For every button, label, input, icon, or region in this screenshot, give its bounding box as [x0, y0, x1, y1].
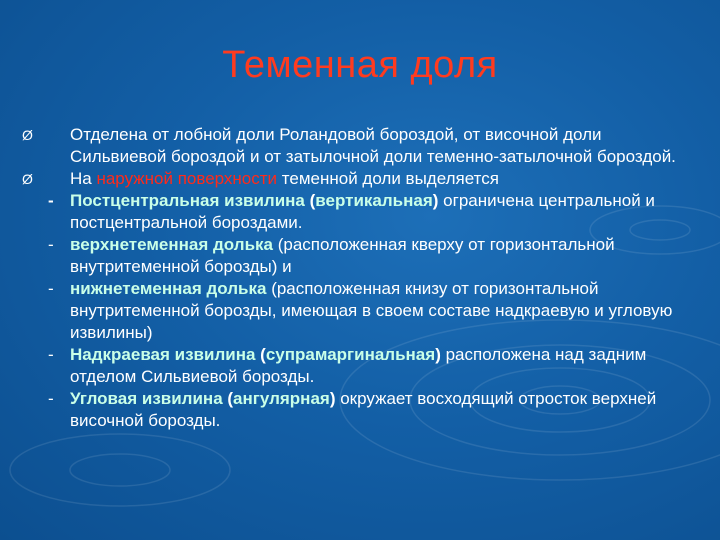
- qualifier: ангулярная: [233, 389, 330, 408]
- term: Постцентральная извилина: [70, 191, 305, 210]
- dash-marker: -: [48, 279, 54, 298]
- highlight-text: наружной поверхности: [96, 169, 278, 188]
- bullet-text-start: На: [70, 169, 97, 188]
- slide-body: [22, 124, 698, 432]
- description: окружает восходящий отросток верхней височной борозды.: [70, 389, 657, 430]
- paren-open: (: [304, 191, 316, 210]
- term: верхнетеменная долька: [70, 235, 273, 254]
- description: расположена над задним отделом Сильвиевой борозды.: [70, 345, 647, 386]
- term: нижнетеменная долька: [70, 279, 267, 298]
- bullet-text: Отделена от лобной доли Роландовой бороздой, от височной доли Сильвиевой бороздой и от затылочной доли теменно-затылочной бороздой.: [70, 125, 676, 166]
- bullet-paragraph: [22, 168, 698, 190]
- list-item: [22, 190, 698, 234]
- paren-close: ): [329, 389, 336, 408]
- description: (расположенная кверху от горизонтальной внутритеменной борозды) и: [70, 235, 615, 276]
- bullet-paragraph: [22, 124, 698, 168]
- paren-close: ): [432, 191, 439, 210]
- dash-marker: -: [48, 389, 54, 408]
- dash-marker: -: [48, 235, 54, 254]
- paren-open: (: [255, 345, 266, 364]
- slide-title: Теменная доля: [222, 44, 498, 86]
- dash-marker: -: [48, 345, 54, 364]
- paren-close: ): [435, 345, 441, 364]
- description: ограничена центральной и постцентральной бороздами.: [70, 191, 655, 232]
- list-item: [22, 388, 698, 432]
- term: Надкраевая извилина: [70, 345, 256, 364]
- bullet-text-end: теменной доли выделяется: [277, 169, 499, 188]
- qualifier: вертикальная: [315, 191, 433, 210]
- term: Угловая извилина: [70, 389, 223, 408]
- qualifier: супрамаргинальная: [265, 345, 436, 364]
- list-item: [22, 234, 698, 278]
- arrow-bullet-icon: Ø: [22, 127, 33, 143]
- description: (расположенная книзу от горизонтальной внутритеменной борозды, имеющая в своем составе надкраевую и угловую извилины): [70, 279, 673, 342]
- list-item: [22, 278, 698, 344]
- arrow-bullet-icon: Ø: [22, 171, 33, 187]
- dash-marker: -: [48, 191, 54, 210]
- list-item: [22, 344, 698, 388]
- paren-open: (: [222, 389, 234, 408]
